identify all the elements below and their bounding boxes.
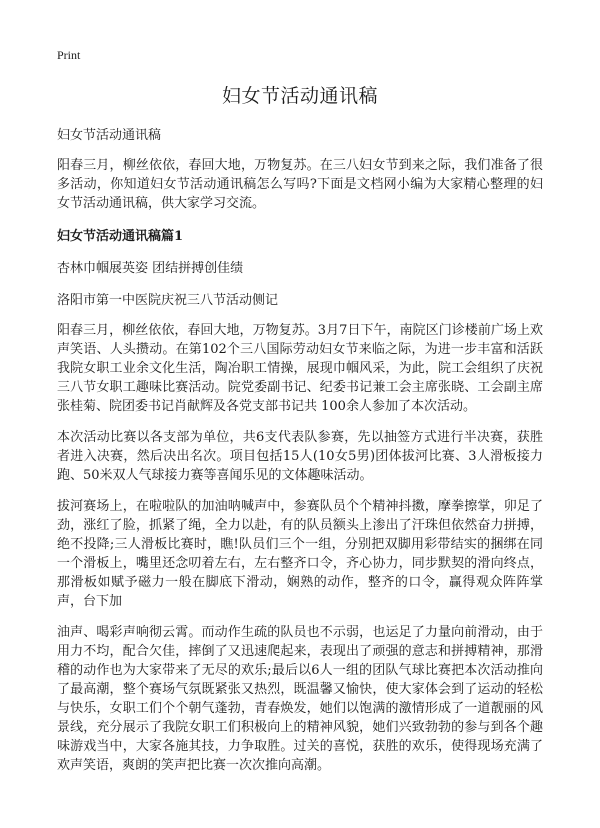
page-title: 妇女节活动通讯稿 [221,85,378,107]
body-paragraph-4: 油声、喝彩声响彻云霄。而动作生疏的队员也不示弱，也运足了力量向前滑动，由于用力不均，配合欠佳，摔倒了又迅速爬起来，表现出了顽强的意志和拼搏精神，那滑稽的动作也为大家带来了无尽的欢乐;最后以6人一组的团队气球比赛把本次活动推向了最高潮，整个赛场气氛既紧张又热烈，既温馨又愉快，使大家体会到了运动的轻松与快乐，女职工们个个朝气蓬勃，青春焕发，她们以饱满的激情形成了一道靓丽的风景线，充分展示了我院女职工们积极向上的精神风貌，她们兴致勃勃的参与到各个趣味游戏当中，大家各施其技，力争取胜。过关的喜悦，获胜的欢乐，使得现场充满了欢声笑语，爽朗的笑声把比赛一次次推向高潮。 [57,625,543,773]
section-heading: 妇女节活动通讯稿篇1 [57,229,184,244]
print-link[interactable]: Print [57,48,81,62]
body-paragraph-1: 阳春三月，柳丝依依，春回大地，万物复苏。3月7日下午，南院区门诊楼前广场上欢声笑语、人头攒动。在第102个三八国际劳动妇女节来临之际，为进一步丰富和活跃我院女职工业余文化生活，陶冶职工情操，展现巾帼风采，为此，院工会组织了庆祝三八节女职工趣味比赛活动。院党委副书记、纪委书记兼工会主席张晓、工会副主席张桂菊、院团委书记肖献辉及各党支部书记共 100余人参加了本次活动。 [57,323,543,414]
body-paragraph-2: 本次活动比赛以各支部为单位，共6支代表队参赛，先以抽签方式进行半决赛，获胜者进入决赛，然后决出名次。项目包括15人(10女5男)团体拔河比赛、3人滑板接力跑、50米双人气球接力赛等喜闻乐见的文体趣味活动。 [57,430,543,483]
headline-1: 杏林巾帼展英姿 团结拼搏创佳绩 [57,261,244,276]
headline-2: 洛阳市第一中医院庆祝三八节活动侧记 [57,293,279,308]
subtitle: 妇女节活动通讯稿 [57,128,162,143]
body-paragraph-3: 拔河赛场上，在啦啦队的加油呐喊声中，参赛队员个个精神抖擞，摩拳擦掌，卯足了劲，涨红了脸，抓紧了绳，全力以赴，有的队员额头上渗出了汗珠但依然奋力拼搏，绝不投降;三人滑板比赛时，瞧!队员们三个一组，分别把双脚用彩带结实的捆绑在同一个滑板上，嘴里还念叨着左右，左右整齐口令，齐心协力，同步默契的滑向终点，那滑板如赋予磁力一般在脚底下滑动，娴熟的动作，整齐的口令，赢得观众阵阵掌声，台下加 [57,499,543,609]
intro-paragraph: 阳春三月，柳丝依依，春回大地，万物复苏。在三八妇女节到来之际，我们准备了很多活动，你知道妇女节活动通讯稿怎么写吗?下面是文档网小编为大家精心整理的妇女节活动通讯稿，供大家学习交流。 [57,158,543,211]
